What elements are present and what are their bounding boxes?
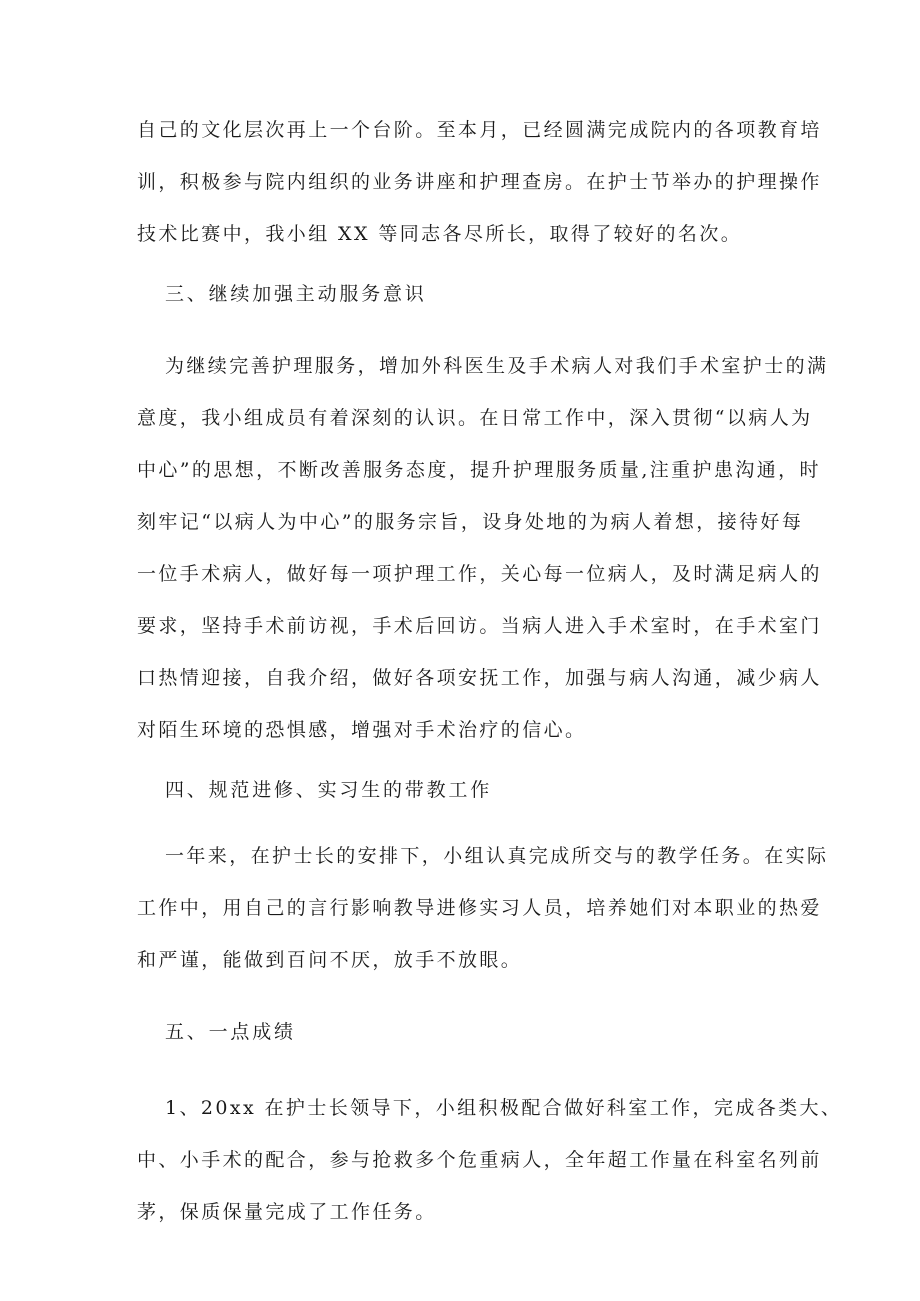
section-heading-5: 五、一点成绩: [165, 1021, 296, 1043]
text-line: 一年来，在护士长的安排下，小组认真完成所交与的教学任务。在实际: [165, 845, 829, 867]
text-line: 对陌生环境的恐惧感，增强对手术治疗的信心。: [137, 719, 587, 741]
text-line: 和严谨，能做到百问不厌，放手不放眼。: [137, 949, 523, 971]
text-line: 1、20xx 在护士长领导下，小组积极配合做好科室工作，完成各类大、: [165, 1097, 843, 1119]
section-heading-3: 三、继续加强主动服务意识: [165, 283, 427, 305]
text-line: 一位手术病人，做好每一项护理工作，关心每一位病人，及时满足病人的: [137, 563, 822, 585]
text-line: 要求，坚持手术前访视，手术后回访。当病人进入手术室时，在手术室门: [137, 615, 822, 637]
paragraph-achievements: [137, 1082, 843, 1238]
text-line: 自己的文化层次再上一个台阶。至本月，已经圆满完成院内的各项教育培: [137, 119, 822, 141]
text-line: 中、小手术的配合，参与抢救多个危重病人，全年超工作量在科室名列前: [137, 1149, 822, 1171]
paragraph-continued: [137, 104, 822, 260]
paragraph-service-awareness: [137, 340, 829, 756]
text-line: 口热情迎接，自我介绍，做好各项安抚工作，加强与病人沟通，减少病人: [137, 667, 822, 689]
text-line: 工作中，用自己的言行影响教导进修实习人员，培养她们对本职业的热爱: [137, 897, 822, 919]
paragraph-teaching-work: [137, 830, 829, 986]
text-line: 为继续完善护理服务，增加外科医生及手术病人对我们手术室护士的满: [165, 355, 829, 377]
document-page: [137, 104, 843, 1238]
text-line: 茅，保质保量完成了工作任务。: [137, 1201, 437, 1223]
section-heading-4: 四、规范进修、实习生的带教工作: [165, 779, 493, 801]
text-line: 意度，我小组成员有着深刻的认识。在日常工作中，深入贯彻“以病人为: [137, 407, 813, 429]
text-line: 刻牢记“以病人为中心”的服务宗旨，设身处地的为病人着想，接待好每: [137, 511, 804, 533]
text-line: 中心”的思想，不断改善服务态度，提升护理服务质量,注重护患沟通，时: [137, 459, 821, 481]
text-line: 技术比赛中，我小组 XX 等同志各尽所长，取得了较好的名次。: [137, 223, 743, 245]
text-line: 训，积极参与院内组织的业务讲座和护理查房。在护士节举办的护理操作: [137, 171, 822, 193]
